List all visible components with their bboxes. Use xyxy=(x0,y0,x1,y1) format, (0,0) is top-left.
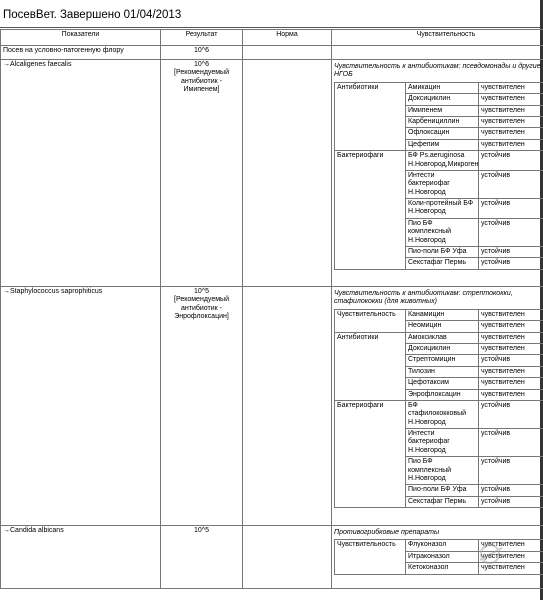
norm-cell xyxy=(243,526,332,589)
drug-name: Доксициклин xyxy=(406,94,479,105)
drug-name: Кетоконазол xyxy=(406,563,479,574)
sensitivity-table xyxy=(334,82,543,270)
sensitivity-result: чувствителен xyxy=(479,309,543,320)
sensitivity-subtable xyxy=(334,309,543,508)
sensitivity-caption: Противогрибковые препараты xyxy=(334,529,440,536)
header-norm: Норма xyxy=(243,30,332,46)
drug-name: Пио-поли БФ Уфа xyxy=(406,485,479,496)
drug-name: Тилозин xyxy=(406,366,479,377)
sensitivity-result: чувствителен xyxy=(479,105,543,116)
drug-name: Пио БФ комплексный Н.Новгород xyxy=(406,218,479,246)
drug-name: Энрофлоксацин xyxy=(406,389,479,400)
sensitivity-result: устойчив xyxy=(479,218,543,246)
drug-name: Карбенициллин xyxy=(406,116,479,127)
sensitivity-result: чувствителен xyxy=(479,366,543,377)
drug-name: Интести бактериофаг Н.Новгород xyxy=(406,429,479,457)
sensitivity-result: устойчив xyxy=(479,170,543,198)
sensitivity-result: чувствителен xyxy=(479,116,543,127)
organism-name: →Alcaligenes faecalis xyxy=(1,60,161,287)
drug-name: Офлоксацин xyxy=(406,128,479,139)
group-label: Чувствительность xyxy=(335,540,406,574)
sensitivity-table xyxy=(334,309,543,508)
sensitivity-result: чувствителен xyxy=(479,321,543,332)
sensitivity-result: чувствителен xyxy=(479,139,543,150)
group-label: Бактериофаги xyxy=(335,400,406,507)
table-row xyxy=(1,46,543,60)
norm-cell xyxy=(243,60,332,287)
sensitivity-cell xyxy=(332,46,543,60)
sensitivity-row xyxy=(335,82,543,93)
sensitivity-result: устойчив xyxy=(479,485,543,496)
organism-row xyxy=(1,60,543,287)
group-label: Бактериофаги xyxy=(335,151,406,270)
sensitivity-result: чувствителен xyxy=(479,332,543,343)
drug-name: Цефепим xyxy=(406,139,479,150)
group-label: Чувствительность xyxy=(335,309,406,332)
sensitivity-subtable xyxy=(334,82,543,270)
sensitivity-row xyxy=(335,151,543,171)
organism-result xyxy=(161,60,243,287)
sensitivity-cell xyxy=(332,60,543,287)
drug-name: Цефотаксим xyxy=(406,378,479,389)
sensitivity-result: чувствителен xyxy=(479,378,543,389)
drug-name: Флуконазол xyxy=(406,540,479,551)
organism-result xyxy=(161,287,243,526)
sensitivity-result: чувствителен xyxy=(479,82,543,93)
organism-name: →Candida albicans xyxy=(1,526,161,589)
row-value: 10^6 xyxy=(161,46,243,60)
organism-row xyxy=(1,287,543,526)
header-sensitivity: Чувствительность xyxy=(332,30,543,46)
sensitivity-result: чувствителен xyxy=(479,94,543,105)
drug-name: Пио-поли БФ Уфа xyxy=(406,247,479,258)
recommendation: [Рекомендуемый антибиотик - Энрофлоксацин] xyxy=(174,296,229,321)
sensitivity-result: устойчив xyxy=(479,400,543,428)
organism-value: 10^5 xyxy=(194,527,209,534)
sensitivity-result: чувствителен xyxy=(479,551,543,562)
organism-result xyxy=(161,526,243,589)
title-divider xyxy=(0,27,540,28)
header-indicators: Показатели xyxy=(1,30,161,46)
sensitivity-result: устойчив xyxy=(479,258,543,269)
sensitivity-caption: Чувствительность к антибиотикам: псевдомонады и другие НГОБ xyxy=(334,63,541,79)
drug-name: Секстафаг Пермь xyxy=(406,258,479,269)
group-label: Антибиотики xyxy=(335,82,406,150)
sensitivity-row xyxy=(335,309,543,320)
header-row xyxy=(1,30,543,46)
drug-name: Секстафаг Пермь xyxy=(406,496,479,507)
sensitivity-result: чувствителен xyxy=(479,563,543,574)
organism-value: 10^5 xyxy=(194,288,209,295)
sensitivity-result: устойчив xyxy=(479,457,543,485)
sensitivity-result: устойчив xyxy=(479,199,543,219)
sensitivity-result: устойчив xyxy=(479,151,543,171)
sensitivity-result: чувствителен xyxy=(479,540,543,551)
drug-name: Амоксиклав xyxy=(406,332,479,343)
organism-name: →Staphylococcus saprophiticus xyxy=(1,287,161,526)
drug-name: Имипенем xyxy=(406,105,479,116)
norm-cell xyxy=(243,287,332,526)
sensitivity-row xyxy=(335,400,543,428)
drug-name: БФ стафилококковый Н.Новгород xyxy=(406,400,479,428)
sensitivity-result: чувствителен xyxy=(479,128,543,139)
recommendation: [Рекомендуемый антибиотик - Имипенем] xyxy=(174,69,229,94)
sensitivity-caption: Чувствительность к антибиотикам: стрептококки, стафилококки (для животных) xyxy=(334,290,513,306)
sensitivity-result: чувствителен xyxy=(479,389,543,400)
watermark-logo xyxy=(330,540,530,600)
drug-name: Неомицин xyxy=(406,321,479,332)
drug-name: Канамицин xyxy=(406,309,479,320)
page-title: ПосевВет. Завершено 01/04/2013 xyxy=(3,9,182,21)
sensitivity-result: чувствителен xyxy=(479,343,543,354)
header-result: Результат xyxy=(161,30,243,46)
drug-name: Итраконазол xyxy=(406,551,479,562)
drug-name: Стрептомицин xyxy=(406,355,479,366)
sensitivity-row xyxy=(335,332,543,343)
drug-name: Коли-протейный БФ Н.Новгород xyxy=(406,199,479,219)
sensitivity-result: устойчив xyxy=(479,496,543,507)
sensitivity-result: устойчив xyxy=(479,355,543,366)
norm-cell xyxy=(243,46,332,60)
organism-value: 10^6 xyxy=(194,61,209,68)
sensitivity-result: устойчив xyxy=(479,247,543,258)
drug-name: Интести бактериофаг Н.Новгород xyxy=(406,170,479,198)
drug-name: Доксициклин xyxy=(406,343,479,354)
group-label: Антибиотики xyxy=(335,332,406,400)
row-label: Посев на условно-патогенную флору xyxy=(1,46,161,60)
sensitivity-result: устойчив xyxy=(479,429,543,457)
drug-name: Пио БФ комплексный Н.Новгород xyxy=(406,457,479,485)
drug-name: БФ Ps.aeruginosa Н.Новгород,Микроген xyxy=(406,151,479,171)
results-table xyxy=(0,29,543,589)
drug-name: Амикацин xyxy=(406,82,479,93)
sensitivity-cell xyxy=(332,287,543,526)
